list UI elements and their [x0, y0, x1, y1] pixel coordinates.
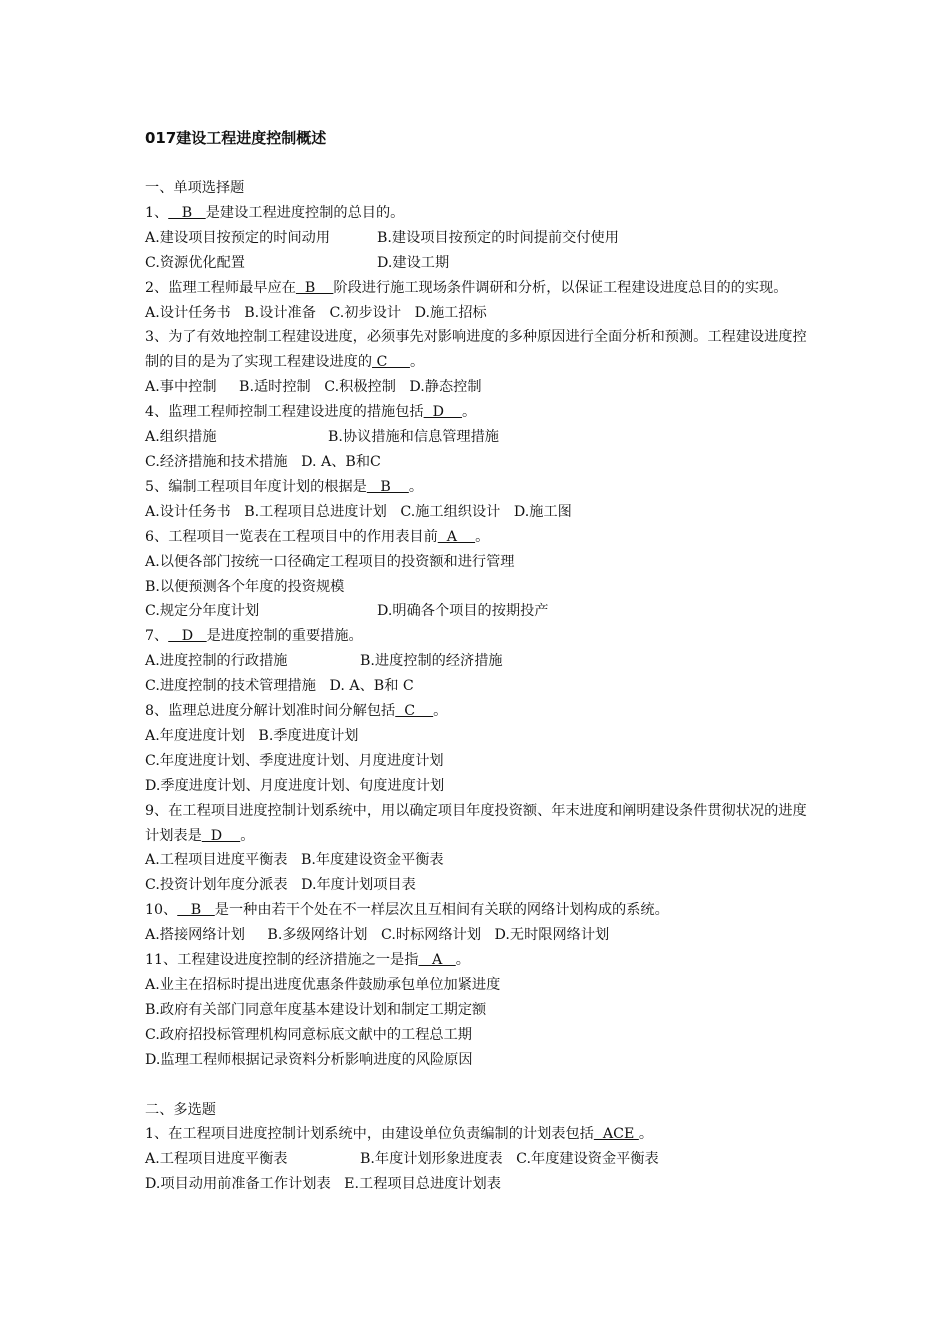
question-text: 。 [638, 1126, 654, 1143]
question-1 [145, 201, 815, 226]
option-b: B.政府有关部门同意年度基本建设计划和制定工期定额 [145, 1001, 487, 1018]
section-heading-single-choice: 一、单项选择题 [145, 180, 245, 196]
option-b: B.以便预测各个年度的投资规模 [145, 578, 345, 595]
option-c: C.政府招投标管理机构同意标底文献中的工程总工期 [145, 1026, 472, 1043]
answer-blank: B [295, 279, 334, 296]
question-10 [145, 898, 815, 923]
question-5 [145, 475, 815, 500]
option-b: B.建设项目按预定的时间提前交付使用 [377, 229, 619, 246]
answer-blank: ACE [593, 1126, 639, 1143]
answer-blank: B [177, 902, 215, 919]
options-row [145, 1147, 815, 1172]
options-row: D.项目动用前准备工作计划表 E.工程项目总进度计划表 [145, 1176, 501, 1193]
question-text: 。 [409, 354, 425, 371]
question-3 [145, 325, 815, 375]
option-c: C.资源优化配置 [145, 254, 245, 271]
question-text: 。 [462, 404, 477, 421]
option-a: A.工程项目进度平衡表 [145, 1151, 288, 1168]
question-text: 6、工程项目一览表在工程项目中的作用表目前 [145, 528, 438, 545]
options-row [145, 251, 815, 276]
question-text: 是一种由若干个处在不一样层次且互相间有关联的网络计划构成的系统。 [214, 902, 669, 919]
question-7 [145, 624, 815, 649]
option-b: B.进度控制的经济措施 [360, 653, 503, 670]
question-text: 2、监理工程师最早应在 [145, 279, 296, 296]
question-text: 9、在工程项目进度控制计划系统中，用以确定项目年度投资额、年末进度和阐明建设条件贯彻状况的进度计划表是 [145, 802, 807, 844]
section-heading-multiple-choice: 二、多选题 [145, 1101, 216, 1118]
question-6 [145, 525, 815, 550]
question-2 [145, 276, 815, 301]
answer-blank: C [372, 354, 410, 371]
option-c: C.规定分年度计划 [145, 603, 260, 620]
answer-blank: B [168, 204, 206, 221]
section-spacer [145, 1073, 815, 1098]
multi-question-1 [145, 1122, 815, 1147]
answer-blank: D [423, 404, 463, 421]
question-text: 是建设工程进度控制的总目的。 [205, 204, 405, 221]
question-text: 。 [433, 703, 448, 720]
question-text: 3、为了有效地控制工程建设进度，必须事先对影响进度的多种原因进行全面分析和预测。工程建设进度控制的目的是为了实现工程建设进度的 [145, 329, 807, 371]
option-a: A.以便各部门按统一口径确定工程项目的投资额和进行管理 [145, 553, 515, 570]
question-text: 。 [455, 952, 470, 969]
question-9 [145, 799, 815, 849]
option-d: D.明确各个项目的按期投产 [377, 603, 549, 620]
options-row [145, 649, 815, 674]
question-4 [145, 400, 815, 425]
option-c: C.年度进度计划、季度进度计划、月度进度计划 [145, 752, 444, 769]
question-text: 1、在工程项目进度控制计划系统中，由建设单位负责编制的计划表包括 [145, 1126, 594, 1143]
option-a: A.进度控制的行政措施 [145, 653, 288, 670]
question-text: 10、 [145, 902, 178, 919]
option-a: A.组织措施 [145, 429, 217, 446]
option-a: A.建设项目按预定的时间动用 [145, 229, 331, 246]
question-text: 阶段进行施工现场条件调研和分析，以保证工程建设进度总目的的实现。 [333, 279, 788, 296]
answer-blank: A [418, 952, 456, 969]
options-row: C.进度控制的技术管理措施 D. A、B和 C [145, 678, 414, 695]
option-b-c: B.年度计划形象进度表 C.年度建设资金平衡表 [360, 1151, 659, 1168]
question-text: 。 [240, 827, 255, 844]
question-text: 11、工程建设进度控制的经济措施之一是指 [145, 952, 419, 969]
option-d: D.监理工程师根据记录资料分析影响进度的风险原因 [145, 1051, 473, 1068]
options-row: A.事中控制 B.适时控制 C.积极控制 D.静态控制 [145, 379, 482, 396]
question-text: 。 [408, 478, 424, 495]
answer-blank: B [366, 478, 409, 495]
question-8 [145, 699, 815, 724]
question-11 [145, 948, 815, 973]
document-title: 017建设工程进度控制概述 [145, 129, 327, 147]
options-row: C.经济措施和技术措施 D. A、B和C [145, 453, 381, 470]
answer-blank: D [201, 827, 241, 844]
options-row [145, 599, 815, 624]
option-d: D.建设工期 [377, 254, 450, 271]
option-b: B.协议措施和信息管理措施 [328, 429, 499, 446]
options-row: A.年度进度计划 B.季度进度计划 [145, 727, 359, 744]
question-text: 。 [475, 528, 490, 545]
option-a: A.业主在招标时提出进度优惠条件鼓励承包单位加紧进度 [145, 977, 501, 993]
options-row [145, 226, 815, 251]
document-page [145, 126, 815, 1197]
options-row: A.设计任务书 B.工程项目总进度计划 C.施工组织设计 D.施工图 [145, 503, 572, 520]
answer-blank: C [395, 703, 434, 720]
option-d: D.季度进度计划、月度进度计划、旬度进度计划 [145, 777, 445, 794]
options-row: A.搭接网络计划 B.多级网络计划 C.时标网络计划 D.无时限网络计划 [145, 927, 610, 944]
answer-blank: D [168, 628, 207, 645]
question-text: 7、 [145, 628, 169, 645]
question-text: 5、编制工程项目年度计划的根据是 [145, 478, 367, 495]
answer-blank: A [437, 528, 476, 545]
question-text: 是进度控制的重要措施。 [206, 628, 363, 645]
options-row: A.工程项目进度平衡表 B.年度建设资金平衡表 [145, 852, 444, 869]
options-row: C.投资计划年度分派表 D.年度计划项目表 [145, 877, 416, 894]
options-row: A.设计任务书 B.设计准备 C.初步设计 D.施工招标 [145, 304, 487, 321]
options-row [145, 425, 815, 450]
question-text: 8、监理总进度分解计划准时间分解包括 [145, 703, 396, 720]
question-text: 4、监理工程师控制工程建设进度的措施包括 [145, 404, 424, 421]
question-text: 1、 [145, 204, 169, 221]
